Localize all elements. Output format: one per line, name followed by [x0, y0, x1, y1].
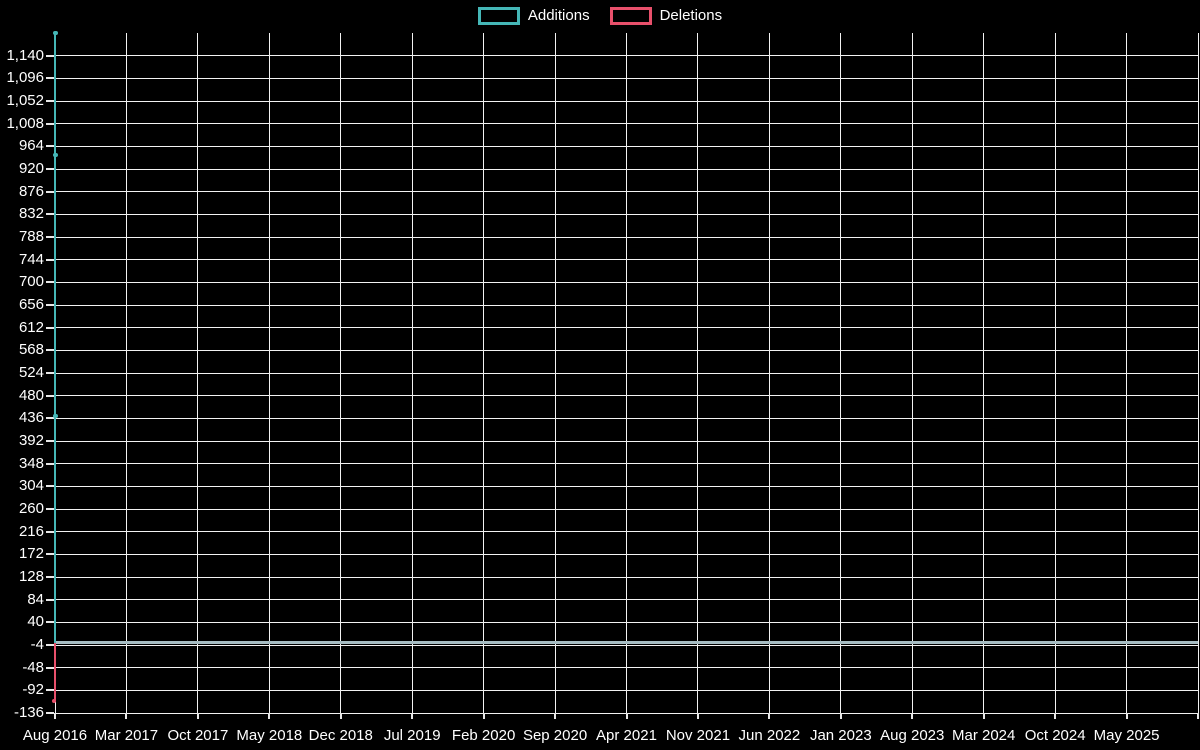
y-tick-label: 832	[18, 205, 44, 223]
y-tick-mark	[46, 667, 54, 669]
y-tick-mark	[46, 531, 54, 533]
y-tick-mark	[46, 145, 54, 147]
y-tick-mark	[46, 304, 54, 306]
x-tick-label: Sep 2020	[522, 727, 588, 744]
y-tick-label: -92	[22, 681, 44, 699]
y-tick-label: 392	[18, 432, 44, 449]
x-tick-mark	[1054, 713, 1056, 719]
y-tick-mark	[46, 213, 54, 215]
y-tick-mark	[46, 644, 54, 646]
zero-value-line	[54, 641, 1198, 644]
v-gridline	[269, 33, 270, 713]
y-tick-label: 436	[18, 409, 44, 427]
x-tick-mark	[483, 713, 485, 719]
y-tick-label: 260	[18, 500, 44, 517]
y-tick-label: 348	[18, 454, 44, 472]
y-tick-label: 920	[18, 160, 44, 177]
v-gridline	[340, 33, 341, 713]
y-tick-label: 568	[18, 341, 44, 359]
additions-point-marker	[53, 414, 58, 418]
y-tick-label: 84	[27, 590, 44, 608]
y-tick-label: 480	[18, 386, 44, 404]
x-tick-mark	[983, 713, 985, 719]
x-tick-label: Oct 2024	[1024, 727, 1086, 744]
x-tick-label: Jul 2019	[383, 727, 441, 744]
x-tick-mark	[697, 713, 699, 719]
y-tick-label: 1,052	[6, 92, 44, 109]
y-tick-mark	[46, 485, 54, 487]
x-tick-label: Jan 2023	[809, 727, 872, 744]
y-tick-mark	[46, 417, 54, 419]
x-tick-label: Aug 2016	[22, 727, 88, 744]
y-tick-label: -4	[30, 636, 44, 653]
y-tick-mark	[46, 168, 54, 170]
y-tick-mark	[46, 689, 54, 691]
additions-spike-line	[54, 33, 56, 643]
y-tick-label: 128	[18, 568, 44, 585]
additions-legend-label: Additions	[527, 7, 590, 24]
y-tick-mark	[46, 621, 54, 623]
y-tick-mark	[46, 100, 54, 102]
v-gridline	[126, 33, 127, 713]
x-tick-mark	[54, 713, 56, 719]
y-tick-label: 216	[18, 522, 44, 540]
y-tick-mark	[46, 123, 54, 125]
y-tick-mark	[46, 440, 54, 442]
y-tick-mark	[46, 77, 54, 79]
y-tick-mark	[46, 463, 54, 465]
y-tick-mark	[46, 372, 54, 374]
x-tick-label: Jun 2022	[738, 727, 801, 744]
deletions-legend-label: Deletions	[659, 7, 723, 24]
x-tick-label: May 2025	[1093, 727, 1160, 744]
y-tick-label: 304	[18, 477, 44, 495]
x-tick-label: Nov 2021	[665, 727, 731, 744]
v-gridline	[912, 33, 913, 713]
x-tick-mark	[340, 713, 342, 719]
y-tick-mark	[46, 576, 54, 578]
v-gridline	[1055, 33, 1056, 713]
x-tick-mark	[626, 713, 628, 719]
y-tick-mark	[46, 327, 54, 329]
y-tick-mark	[46, 599, 54, 601]
v-gridline	[555, 33, 556, 713]
y-tick-mark	[46, 712, 54, 714]
y-tick-label: 700	[18, 273, 44, 291]
x-tick-label: Mar 2024	[952, 727, 1016, 744]
v-gridline	[697, 33, 698, 713]
x-tick-mark	[1126, 713, 1128, 719]
x-tick-label: Aug 2023	[880, 727, 945, 744]
deletions-spike-line	[54, 643, 56, 702]
x-tick-label: Mar 2017	[94, 727, 159, 744]
y-tick-mark	[46, 191, 54, 193]
y-tick-label: 1,140	[6, 46, 44, 64]
y-tick-label: 612	[18, 318, 44, 336]
v-gridline	[769, 33, 770, 713]
y-tick-label: 172	[18, 545, 44, 563]
x-tick-mark	[268, 713, 270, 719]
x-tick-label: Feb 2020	[451, 727, 516, 744]
v-gridline	[483, 33, 484, 713]
y-tick-mark	[46, 259, 54, 261]
x-tick-mark	[197, 713, 199, 719]
x-tick-mark	[411, 713, 413, 719]
x-tick-label: Oct 2017	[167, 727, 229, 744]
v-gridline	[626, 33, 627, 713]
y-tick-mark	[46, 349, 54, 351]
x-tick-label: Dec 2018	[308, 727, 373, 744]
y-tick-label: 524	[18, 364, 44, 381]
y-tick-label: 1,096	[6, 69, 44, 87]
x-tick-mark	[1197, 713, 1199, 719]
y-tick-label: 656	[18, 296, 44, 313]
x-tick-mark	[125, 713, 127, 719]
additions-point-marker	[53, 153, 58, 157]
y-tick-label: 876	[18, 182, 44, 200]
y-tick-label: 788	[18, 228, 44, 245]
v-gridline	[1198, 33, 1199, 713]
x-tick-label: Apr 2021	[596, 727, 657, 744]
x-tick-mark	[768, 713, 770, 719]
x-tick-mark	[840, 713, 842, 719]
y-tick-mark	[46, 395, 54, 397]
y-tick-label: 40	[27, 613, 44, 631]
y-tick-mark	[46, 508, 54, 510]
y-tick-label: 744	[18, 250, 44, 268]
v-gridline	[412, 33, 413, 713]
x-tick-mark	[554, 713, 556, 719]
y-tick-label: -48	[22, 658, 44, 676]
y-tick-mark	[46, 55, 54, 57]
v-gridline	[840, 33, 841, 713]
v-gridline	[1126, 33, 1127, 713]
v-gridline	[197, 33, 198, 713]
y-tick-mark	[46, 281, 54, 283]
x-tick-label: May 2018	[236, 727, 303, 744]
additions-point-marker	[53, 31, 58, 35]
y-tick-label: 1,008	[6, 114, 44, 132]
y-tick-mark	[46, 553, 54, 555]
y-tick-label: 964	[18, 137, 44, 155]
v-gridline	[983, 33, 984, 713]
x-tick-mark	[911, 713, 913, 719]
y-tick-label: -136	[13, 704, 44, 721]
y-tick-mark	[46, 236, 54, 238]
